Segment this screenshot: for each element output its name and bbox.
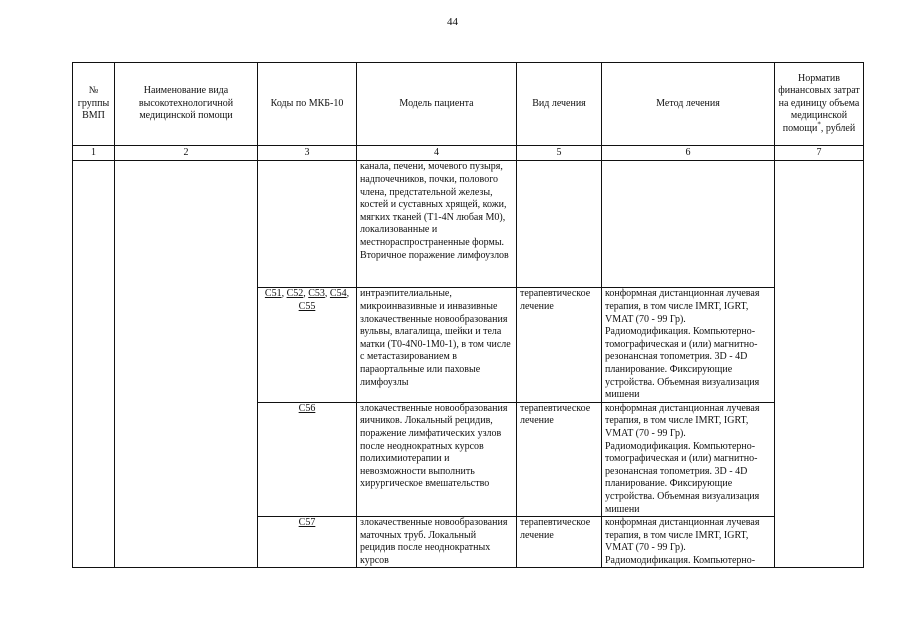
- code-separator: ,: [303, 288, 309, 300]
- model-cell: [357, 288, 517, 402]
- col-header-norm: [775, 63, 864, 146]
- col-number: 4: [357, 146, 517, 161]
- method-text: конформная дистанционная лучевая терапия, в том числе IMRT, IGRT, VMAT (70 - 99 Гр). Радиомодификация. Компьютерно-томографическая и (или) магнитно-резонансная топометрия. 3D - 4D планирование. Фиксирующие устройства. Объемная визуализация мишени: [605, 402, 760, 515]
- icd-code-link[interactable]: C55: [298, 301, 316, 312]
- col-header-codes: Коды по МКБ-10: [258, 63, 357, 146]
- model-text: злокачественные новообразования маточных труб. Локальный рецидив после неоднократных курсов: [360, 517, 508, 566]
- code-separator: ,: [346, 288, 350, 300]
- type-cell: [517, 402, 602, 516]
- col-header-type: Вид лечения: [517, 63, 602, 146]
- col-number: 6: [602, 146, 775, 161]
- col-header-name: Наименование вида высокотехнологичной медицинской помощи: [115, 63, 258, 146]
- col-number: 7: [775, 146, 864, 161]
- icd-code-link[interactable]: C54: [329, 288, 347, 300]
- method-text: конформная дистанционная лучевая терапия, в том числе IMRT, IGRT, VMAT (70 - 99 Гр). Радиомодификация. Компьютерно-: [605, 517, 760, 566]
- type-cell: [517, 288, 602, 402]
- col-number: 5: [517, 146, 602, 161]
- type-cell: [517, 517, 602, 568]
- codes-cell: [258, 288, 357, 402]
- type-text: терапевтическое лечение: [520, 517, 591, 541]
- type-cell: [517, 161, 602, 288]
- table-row: [73, 161, 864, 288]
- codes-cell: [258, 161, 357, 288]
- norm-cell: [775, 161, 864, 568]
- codes-cell: [258, 517, 357, 568]
- model-cell: [357, 517, 517, 568]
- model-text: канала, печени, мочевого пузыря, надпочечников, почки, полового члена, предстательной железы, костей и суставных хрящей, кожи, мягких тканей (T1-4N любая M0), локализованные и местнораспространенные формы. Вторичное поражение лимфоузлов: [360, 161, 509, 261]
- table-header-row: [73, 63, 864, 146]
- model-text: интраэпителиальные, микроинвазивные и инвазивные злокачественные новообразования вульвы, влагалища, шейки и тела матки (T0-4N0-1M0-1), в том числе с метастазированием в параортальные или паховые лимфоузлы: [360, 288, 511, 388]
- col-header-norm-tail: , рублей: [820, 122, 856, 134]
- type-text: терапевтическое лечение: [520, 402, 591, 427]
- footnote-mark: *: [817, 120, 821, 129]
- vmp-table: [72, 62, 864, 568]
- col-header-model: Модель пациента: [357, 63, 517, 146]
- method-cell: [602, 517, 775, 568]
- icd-code-link[interactable]: C51: [264, 288, 282, 300]
- icd-code-link[interactable]: C57: [298, 517, 316, 529]
- model-text: злокачественные новообразования яичников. Локальный рецидив, поражение лимфатических узлов после неоднократных курсов полихимиотерапии и невозможности выполнить хирургическое вмешательство: [360, 402, 508, 490]
- method-cell: [602, 288, 775, 402]
- code-separator: ,: [281, 288, 287, 300]
- icd-code-link[interactable]: C53: [308, 288, 325, 300]
- col-number: 2: [115, 146, 258, 161]
- icd-code-link[interactable]: C56: [298, 402, 316, 414]
- col-header-norm-text: Норматив финансовых затрат на единицу объема медицинской помощи: [778, 72, 860, 134]
- icd-code-link[interactable]: C52: [286, 288, 304, 300]
- col-number: 1: [73, 146, 115, 161]
- type-text: терапевтическое лечение: [520, 288, 591, 312]
- method-text: конформная дистанционная лучевая терапия, в том числе IMRT, IGRT, VMAT (70 - 99 Гр). Радиомодификация. Компьютерно-томографическая и (или) магнитно-резонансная топометрия. 3D - 4D планирование. Фиксирующие устройства. Объемная визуализация мишени: [605, 288, 760, 401]
- codes-cell: [258, 402, 357, 516]
- page-number: 44: [447, 16, 458, 28]
- model-cell: [357, 161, 517, 288]
- column-number-row: [73, 146, 864, 161]
- group-cell: [73, 161, 115, 568]
- method-cell: [602, 402, 775, 516]
- code-separator: ,: [324, 288, 330, 300]
- method-cell: [602, 161, 775, 288]
- col-number: 3: [258, 146, 357, 161]
- col-header-group: № группы ВМП: [73, 63, 115, 146]
- col-header-method: Метод лечения: [602, 63, 775, 146]
- model-cell: [357, 402, 517, 516]
- name-cell: [115, 161, 258, 568]
